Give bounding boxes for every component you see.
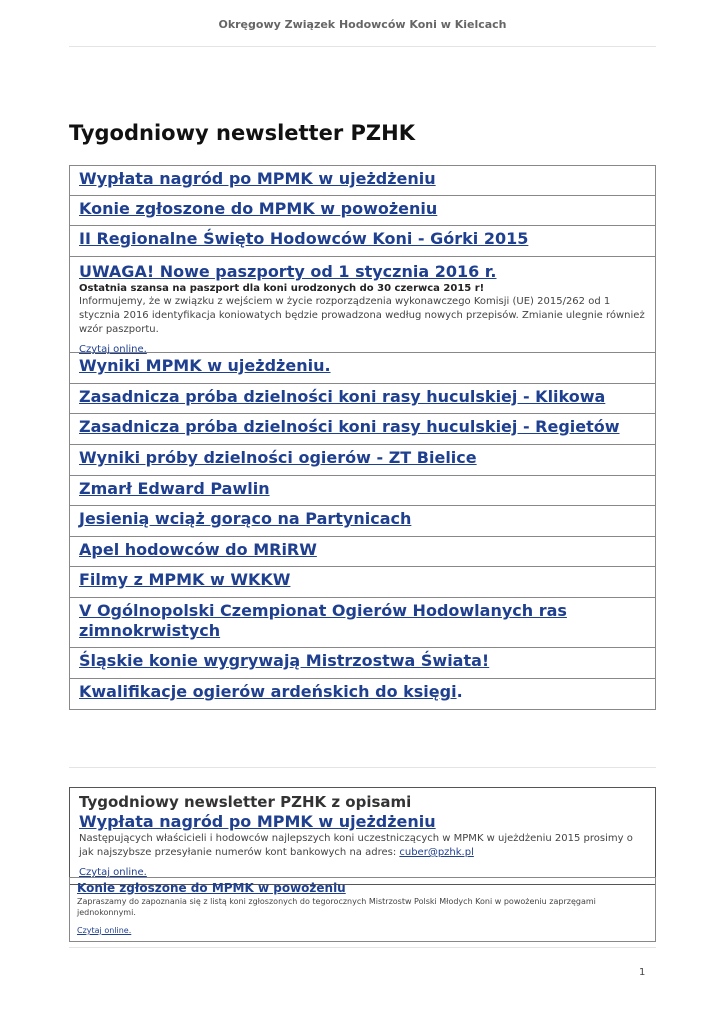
- list-item: [69, 679, 656, 710]
- headline-link[interactable]: Konie zgłoszone do MPMK w powożeniu: [79, 199, 438, 218]
- item-body: Następujących właścicieli i hodowców najlepszych koni uczestniczących w MPMK w ujeżdżeniu 2015 prosimy o jak najszybsze przesyłanie numerów kont bankowych na adres: cuber@pzhk.pl: [79, 833, 633, 858]
- headline-link[interactable]: II Regionalne Święto Hodowców Koni - Górki 2015: [79, 229, 529, 248]
- headline-link[interactable]: Zasadnicza próba dzielności koni rasy huculskiej - Regietów: [79, 417, 620, 436]
- list-item: [69, 196, 656, 226]
- list-item: [69, 226, 656, 257]
- list-item: [69, 257, 656, 353]
- page-header: Okręgowy Związek Hodowców Koni w Kielcach: [218, 18, 507, 31]
- item-body: Informujemy, że w związku z wejściem w życie rozporządzenia wykonawczego Komisji (UE) 2015/262 od 1 stycznia 2016 identyfikacja koniowatych będzie prowadzona według nowych przepisów. Zmianie ulegnie również wzór paszportu.: [79, 296, 645, 335]
- list-item: [69, 567, 656, 598]
- headline-link[interactable]: Śląskie konie wygrywają Mistrzostwa Świata!: [79, 651, 490, 670]
- described-item: [69, 877, 656, 942]
- list-item: [69, 648, 656, 679]
- footer-divider: [69, 947, 656, 948]
- headline-link[interactable]: Wypłata nagród po MPMK w ujeżdżeniu: [79, 812, 436, 831]
- headline-link[interactable]: Zmarł Edward Pawlin: [79, 479, 270, 498]
- list-item: [69, 506, 656, 537]
- headline-link[interactable]: Kwalifikacje ogierów ardeńskich do księgi: [79, 682, 457, 701]
- page-number: 1: [639, 967, 646, 978]
- headline-link[interactable]: Apel hodowców do MRiRW: [79, 540, 317, 559]
- list-item: [69, 414, 656, 445]
- headline-link[interactable]: UWAGA! Nowe paszporty od 1 stycznia 2016 r.: [79, 262, 497, 281]
- described-section: [69, 787, 656, 885]
- section-title: Tygodniowy newsletter PZHK z opisami: [79, 793, 412, 811]
- headline-link[interactable]: Filmy z MPMK w WKKW: [79, 570, 291, 589]
- headline-link[interactable]: Wypłata nagród po MPMK w ujeżdżeniu: [79, 169, 436, 188]
- list-item: [69, 384, 656, 414]
- list-item: [69, 353, 656, 384]
- headline-link[interactable]: Zasadnicza próba dzielności koni rasy huculskiej - Klikowa: [79, 387, 606, 406]
- headline-link[interactable]: Wyniki MPMK w ujeżdżeniu.: [79, 356, 331, 375]
- headline-link[interactable]: Wyniki próby dzielności ogierów - ZT Bielice: [79, 448, 477, 467]
- list-item: [69, 445, 656, 476]
- read-online-link[interactable]: Czytaj online.: [77, 926, 132, 935]
- list-item: [69, 598, 656, 648]
- item-body: Zapraszamy do zapoznania się z listą koni zgłoszonych do tegorocznych Mistrzostw Polski Młodych Koni w powożeniu zaprzęgami jednokonnymi.: [77, 897, 596, 917]
- section-divider: [69, 767, 656, 768]
- headline-link[interactable]: V Ogólnopolski Czempionat Ogierów Hodowlanych ras zimnokrwistych: [79, 601, 567, 640]
- list-item: [69, 165, 656, 196]
- read-online-link[interactable]: Czytaj online.: [79, 867, 147, 878]
- page-title: Tygodniowy newsletter PZHK: [69, 121, 415, 145]
- list-item: [69, 476, 656, 506]
- headline-link[interactable]: Konie zgłoszone do MPMK w powożeniu: [77, 881, 346, 895]
- header-divider: [69, 46, 656, 47]
- headline-tail: .: [456, 682, 463, 701]
- headline-link[interactable]: Jesienią wciąż gorąco na Partynicach: [79, 509, 412, 528]
- read-online-link[interactable]: Czytaj online.: [79, 344, 147, 355]
- email-link[interactable]: cuber@pzhk.pl: [399, 847, 474, 858]
- newsletter-list: [69, 165, 656, 710]
- list-item: [69, 537, 656, 567]
- item-subtitle: Ostatnia szansa na paszport dla koni urodzonych do 30 czerwca 2015 r!: [79, 283, 485, 294]
